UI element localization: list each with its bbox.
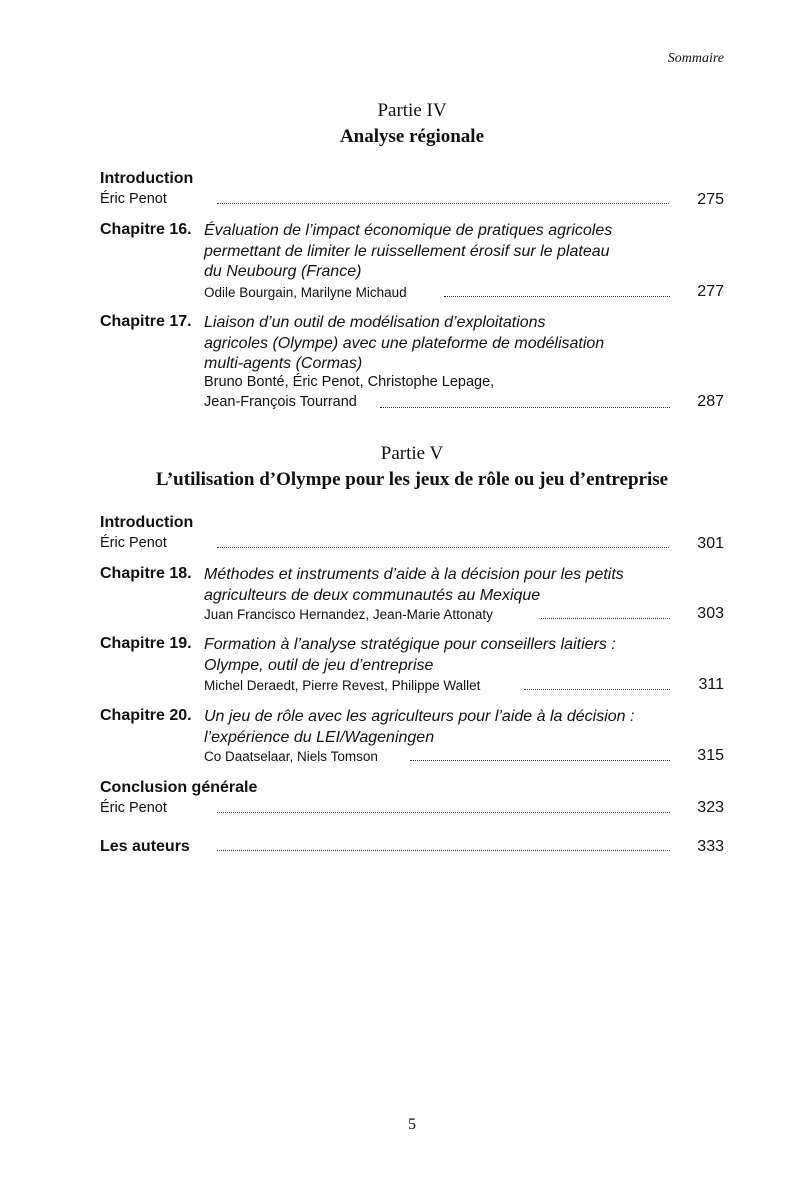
chapter-20-title-line: l’expérience du LEI/Wageningen: [204, 728, 435, 746]
chapter-18-title-line: agriculteurs de deux communautés au Mexique: [204, 586, 541, 604]
part-5-intro-page[interactable]: 301: [697, 535, 724, 552]
dot-leader: [217, 850, 670, 851]
dot-leader: [541, 618, 670, 619]
chapter-19-authors: Michel Deraedt, Pierre Revest, Philippe Wallet: [204, 678, 481, 693]
chapter-19-page[interactable]: 311: [698, 676, 724, 693]
authors-heading: Les auteurs: [100, 838, 190, 855]
chapter-17-title-line: agricoles (Olympe) avec une plateforme de modélisation: [204, 334, 605, 352]
chapter-19-title-line: Formation à l’analyse stratégique pour conseillers laitiers :: [204, 636, 616, 653]
part-4-intro-heading: Introduction: [100, 170, 194, 187]
chapter-19-title[interactable]: [204, 635, 664, 676]
chapter-16-page[interactable]: 277: [697, 283, 724, 300]
chapter-16-title-line: permettant de limiter le ruissellement érosif sur le plateau: [204, 242, 610, 260]
chapter-17-authors-line2: Jean-François Tourrand: [204, 394, 357, 410]
dot-leader: [217, 812, 670, 813]
conclusion-author: Éric Penot: [100, 800, 167, 816]
chapter-17-label: Chapitre 17.: [100, 313, 192, 330]
part-4-title: Analyse régionale: [339, 126, 485, 147]
part-5-intro-heading: Introduction: [100, 514, 194, 531]
part-5-title: L’utilisation d’Olympe pour les jeux de rôle ou jeu d’entreprise: [155, 469, 669, 490]
chapter-16-label: Chapitre 16.: [100, 221, 192, 238]
chapter-16-title[interactable]: [204, 221, 664, 283]
chapter-20-page[interactable]: 315: [697, 747, 724, 764]
chapter-17-authors-line1: Bruno Bonté, Éric Penot, Christophe Lepage,: [204, 374, 495, 390]
chapter-20-authors: Co Daatselaar, Niels Tomson: [204, 749, 378, 764]
chapter-18-title-line: Méthodes et instruments d’aide à la décision pour les petits: [204, 566, 624, 583]
authors-page[interactable]: 333: [697, 838, 724, 855]
chapter-18-authors: Juan Francisco Hernandez, Jean-Marie Attonaty: [204, 607, 493, 622]
dot-leader: [410, 760, 670, 761]
part-5-label: Partie V: [380, 443, 444, 464]
chapter-16-title-line: du Neubourg (France): [204, 263, 362, 280]
chapter-20-title[interactable]: [204, 707, 664, 748]
chapter-20-title-line: Un jeu de rôle avec les agriculteurs pour l’aide à la décision :: [204, 708, 635, 725]
conclusion-page[interactable]: 323: [697, 799, 724, 816]
chapter-18-title[interactable]: [204, 565, 664, 606]
chapter-18-page[interactable]: 303: [697, 605, 724, 622]
part-5-intro-author: Éric Penot: [100, 535, 167, 551]
chapter-19-title-line: Olympe, outil de jeu d’entreprise: [204, 656, 434, 674]
chapter-16-authors: Odile Bourgain, Marilyne Michaud: [204, 285, 407, 300]
part-4-intro-page[interactable]: 275: [697, 191, 724, 208]
chapter-19-label: Chapitre 19.: [100, 635, 192, 652]
chapter-17-title-line: Liaison d’un outil de modélisation d’exploitations: [204, 314, 546, 331]
dot-leader: [444, 296, 670, 297]
chapter-20-label: Chapitre 20.: [100, 707, 192, 724]
chapter-17-title-line: multi-agents (Cormas): [204, 355, 363, 372]
chapter-16-title-line: Évaluation de l’impact économique de pratiques agricoles: [204, 222, 613, 239]
chapter-18-label: Chapitre 18.: [100, 565, 192, 582]
dot-leader: [524, 689, 670, 690]
dot-leader: [380, 407, 670, 408]
chapter-17-page[interactable]: 287: [697, 393, 724, 410]
part-4-label: Partie IV: [377, 100, 447, 121]
dot-leader: [217, 547, 669, 548]
part-4-intro-author: Éric Penot: [100, 191, 167, 207]
running-header: Sommaire: [667, 51, 724, 66]
chapter-17-title[interactable]: [204, 313, 664, 375]
conclusion-heading: Conclusion générale: [100, 779, 258, 796]
page-number: 5: [408, 1116, 416, 1133]
dot-leader: [217, 203, 669, 204]
